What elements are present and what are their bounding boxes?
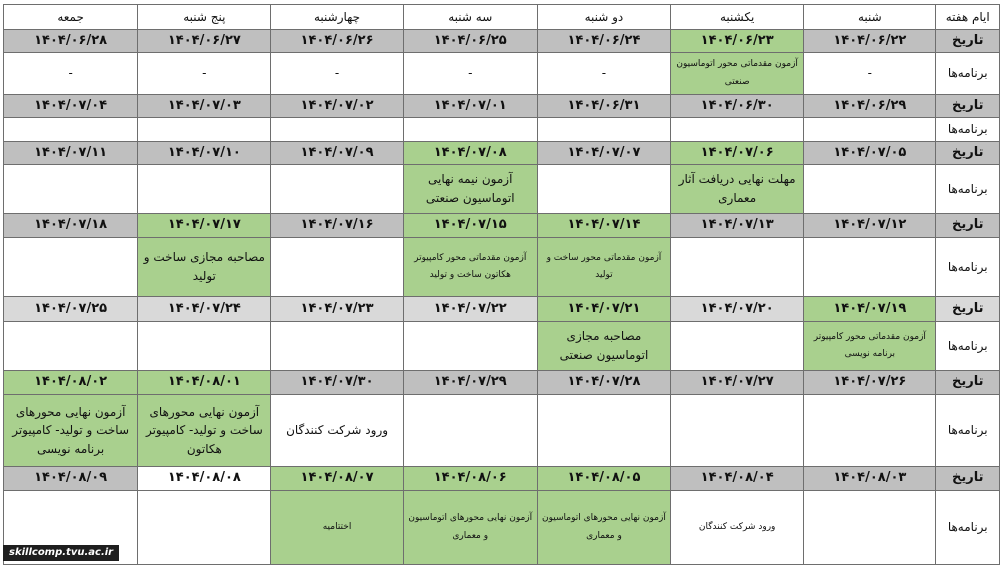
program-cell: آزمون نهایی محورهای ساخت و تولید- کامپیوتر برنامه نویسی (4, 395, 138, 467)
program-cell (4, 238, 138, 297)
program-cell (537, 395, 670, 467)
header-cell: ایام هفته (936, 5, 1000, 30)
program-row (4, 238, 1000, 297)
date-cell: ۱۴۰۴/۰۷/۲۹ (403, 371, 537, 395)
date-row-label: تاریخ (936, 142, 1000, 165)
date-cell: ۱۴۰۴/۰۶/۲۳ (671, 30, 804, 53)
date-cell: ۱۴۰۴/۰۷/۳۰ (271, 371, 403, 395)
schedule-table (3, 4, 1000, 565)
date-row-label: تاریخ (936, 30, 1000, 53)
header-cell: سه شنبه (403, 5, 537, 30)
date-row-label: تاریخ (936, 95, 1000, 118)
date-cell: ۱۴۰۴/۰۷/۱۲ (804, 214, 936, 238)
program-cell (671, 238, 804, 297)
program-row-label: برنامه‌ها (936, 395, 1000, 467)
date-cell: ۱۴۰۴/۰۷/۲۱ (537, 297, 670, 322)
date-cell: ۱۴۰۴/۰۷/۲۵ (4, 297, 138, 322)
program-cell (138, 165, 271, 214)
date-cell: ۱۴۰۴/۰۷/۱۶ (271, 214, 403, 238)
date-cell: ۱۴۰۴/۰۸/۰۴ (671, 467, 804, 491)
program-cell: آزمون مقدماتی محور ساخت و تولید (537, 238, 670, 297)
date-cell: ۱۴۰۴/۰۷/۱۳ (671, 214, 804, 238)
program-cell (804, 395, 936, 467)
header-row (4, 5, 1000, 30)
date-row (4, 214, 1000, 238)
header-cell: جمعه (4, 5, 138, 30)
program-row-label: برنامه‌ها (936, 53, 1000, 95)
program-row-label: برنامه‌ها (936, 165, 1000, 214)
header-cell: پنج شنبه (138, 5, 271, 30)
date-cell: ۱۴۰۴/۰۷/۱۱ (4, 142, 138, 165)
program-cell: مصاحبه مجازی اتوماسیون صنعتی (537, 322, 670, 371)
date-cell: ۱۴۰۴/۰۸/۰۳ (804, 467, 936, 491)
program-cell: - (537, 53, 670, 95)
program-cell: - (403, 53, 537, 95)
date-row (4, 95, 1000, 118)
date-cell: ۱۴۰۴/۰۸/۰۹ (4, 467, 138, 491)
program-cell: آزمون نهایی محورهای ساخت و تولید- کامپیوتر هکاتون (138, 395, 271, 467)
program-cell: آزمون نهایی محورهای اتوماسیون و معماری (537, 491, 670, 565)
header-cell: یکشنبه (671, 5, 804, 30)
program-cell: - (4, 53, 138, 95)
date-cell: ۱۴۰۴/۰۷/۰۲ (271, 95, 403, 118)
program-row-label: برنامه‌ها (936, 491, 1000, 565)
date-cell: ۱۴۰۴/۰۸/۰۲ (4, 371, 138, 395)
program-row (4, 118, 1000, 142)
header-cell: چهارشنبه (271, 5, 403, 30)
date-cell: ۱۴۰۴/۰۶/۲۴ (537, 30, 670, 53)
program-cell (403, 395, 537, 467)
date-cell: ۱۴۰۴/۰۷/۰۴ (4, 95, 138, 118)
date-row (4, 142, 1000, 165)
date-cell: ۱۴۰۴/۰۷/۲۰ (671, 297, 804, 322)
date-cell: ۱۴۰۴/۰۶/۳۱ (537, 95, 670, 118)
program-cell (671, 322, 804, 371)
date-cell: ۱۴۰۴/۰۶/۲۷ (138, 30, 271, 53)
date-row-label: تاریخ (936, 297, 1000, 322)
date-row-label: تاریخ (936, 214, 1000, 238)
program-row (4, 53, 1000, 95)
date-row-label: تاریخ (936, 467, 1000, 491)
date-cell: ۱۴۰۴/۰۷/۰۱ (403, 95, 537, 118)
date-row (4, 371, 1000, 395)
program-cell (138, 491, 271, 565)
date-cell: ۱۴۰۴/۰۶/۲۸ (4, 30, 138, 53)
date-cell: ۱۴۰۴/۰۷/۲۸ (537, 371, 670, 395)
header-cell: دو شنبه (537, 5, 670, 30)
program-cell (403, 322, 537, 371)
program-row-label: برنامه‌ها (936, 238, 1000, 297)
date-cell: ۱۴۰۴/۰۶/۲۹ (804, 95, 936, 118)
date-cell: ۱۴۰۴/۰۸/۰۸ (138, 467, 271, 491)
program-row (4, 395, 1000, 467)
site-watermark: skillcomp.tvu.ac.ir (3, 545, 119, 561)
program-cell (804, 165, 936, 214)
program-cell: مصاحبه مجازی ساخت و تولید (138, 238, 271, 297)
program-cell: مهلت نهایی دریافت آثار معماری (671, 165, 804, 214)
program-cell: آزمون مقدماتی محور کامپیوتر برنامه نویسی (804, 322, 936, 371)
header-cell: شنبه (804, 5, 936, 30)
date-cell: ۱۴۰۴/۰۶/۲۲ (804, 30, 936, 53)
date-row (4, 297, 1000, 322)
program-cell: اختتامیه (271, 491, 403, 565)
date-cell: ۱۴۰۴/۰۷/۱۹ (804, 297, 936, 322)
program-cell: - (138, 53, 271, 95)
program-cell (271, 322, 403, 371)
date-cell: ۱۴۰۴/۰۷/۰۵ (804, 142, 936, 165)
date-row (4, 467, 1000, 491)
program-cell (138, 322, 271, 371)
program-cell (4, 118, 138, 142)
date-cell: ۱۴۰۴/۰۷/۱۸ (4, 214, 138, 238)
program-row-label: برنامه‌ها (936, 322, 1000, 371)
date-row-label: تاریخ (936, 371, 1000, 395)
date-cell: ۱۴۰۴/۰۷/۱۵ (403, 214, 537, 238)
date-cell: ۱۴۰۴/۰۷/۲۲ (403, 297, 537, 322)
program-cell: - (804, 53, 936, 95)
date-row (4, 30, 1000, 53)
date-cell: ۱۴۰۴/۰۷/۲۶ (804, 371, 936, 395)
date-cell: ۱۴۰۴/۰۷/۰۸ (403, 142, 537, 165)
date-cell: ۱۴۰۴/۰۷/۱۰ (138, 142, 271, 165)
program-cell (4, 322, 138, 371)
date-cell: ۱۴۰۴/۰۶/۳۰ (671, 95, 804, 118)
program-cell (138, 118, 271, 142)
program-cell (537, 165, 670, 214)
date-cell: ۱۴۰۴/۰۸/۰۱ (138, 371, 271, 395)
program-row (4, 165, 1000, 214)
program-cell (804, 491, 936, 565)
program-row-label: برنامه‌ها (936, 118, 1000, 142)
program-cell (804, 238, 936, 297)
program-row (4, 491, 1000, 565)
date-cell: ۱۴۰۴/۰۷/۲۷ (671, 371, 804, 395)
program-cell (271, 165, 403, 214)
program-cell (271, 238, 403, 297)
program-cell: - (271, 53, 403, 95)
date-cell: ۱۴۰۴/۰۷/۲۴ (138, 297, 271, 322)
program-cell: ورود شرکت کنندگان (671, 491, 804, 565)
date-cell: ۱۴۰۴/۰۸/۰۶ (403, 467, 537, 491)
program-cell (671, 395, 804, 467)
date-cell: ۱۴۰۴/۰۷/۰۹ (271, 142, 403, 165)
program-cell (671, 118, 804, 142)
program-cell: آزمون نیمه نهایی اتوماسیون صنعتی (403, 165, 537, 214)
program-cell (537, 118, 670, 142)
date-cell: ۱۴۰۴/۰۷/۰۳ (138, 95, 271, 118)
program-cell: آزمون نهایی محورهای اتوماسیون و معماری (403, 491, 537, 565)
program-cell (804, 118, 936, 142)
program-cell (403, 118, 537, 142)
date-cell: ۱۴۰۴/۰۸/۰۷ (271, 467, 403, 491)
date-cell: ۱۴۰۴/۰۷/۰۷ (537, 142, 670, 165)
program-cell: آزمون مقدماتی محور اتوماسیون صنعتی (671, 53, 804, 95)
program-cell: آزمون مقدماتی محور کامپیوتر هکاتون ساخت و تولید (403, 238, 537, 297)
date-cell: ۱۴۰۴/۰۷/۰۶ (671, 142, 804, 165)
date-cell: ۱۴۰۴/۰۶/۲۶ (271, 30, 403, 53)
program-cell: ورود شرکت کنندگان (271, 395, 403, 467)
program-cell (271, 118, 403, 142)
date-cell: ۱۴۰۴/۰۶/۲۵ (403, 30, 537, 53)
date-cell: ۱۴۰۴/۰۷/۱۴ (537, 214, 670, 238)
date-cell: ۱۴۰۴/۰۷/۲۳ (271, 297, 403, 322)
program-row (4, 322, 1000, 371)
date-cell: ۱۴۰۴/۰۸/۰۵ (537, 467, 670, 491)
program-cell (4, 165, 138, 214)
date-cell: ۱۴۰۴/۰۷/۱۷ (138, 214, 271, 238)
